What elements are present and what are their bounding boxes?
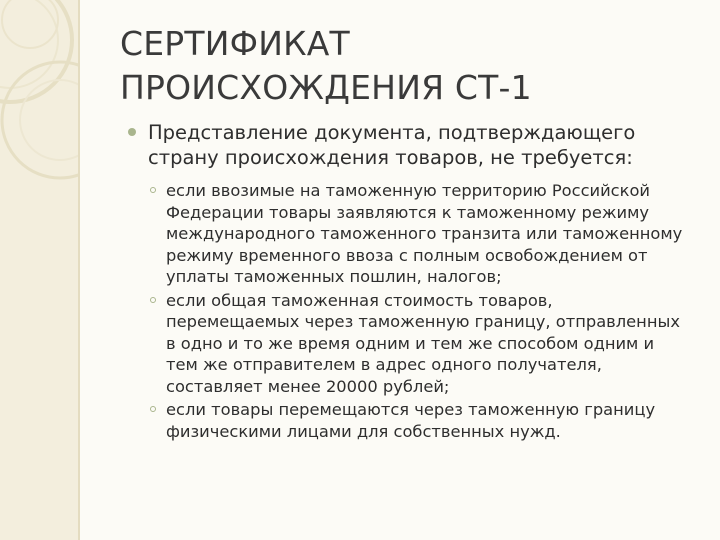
slide-title-line-2: ПРОИСХОЖДЕНИЯ СТ-1 xyxy=(120,68,532,107)
filled-bullet-icon xyxy=(128,128,136,136)
hollow-bullet-icon xyxy=(150,187,156,193)
main-bullet-item xyxy=(128,120,703,170)
slide-title-line-1: СЕРТИФИКАТ xyxy=(120,24,350,63)
hollow-bullet-icon xyxy=(150,297,156,303)
sub-bullet-item xyxy=(150,180,703,288)
sub-bullet-list xyxy=(150,180,703,442)
sub-bullet-item xyxy=(150,290,703,398)
sub-bullet-text: если ввозимые на таможенную территорию Российской Федерации товары заявляются к таможенному режиму международного таможенного транзита или таможенному режиму временного ввоза с полным освобождением от уплаты таможенных пошлин, налогов; xyxy=(166,181,683,286)
sub-bullet-text: если товары перемещаются через таможенную границу физическими лицами для собственных нужд. xyxy=(166,400,656,441)
sub-bullet-text: если общая таможенная стоимость товаров, перемещаемых через таможенную границу, отправленных в одно и то же время одним и тем же способом одним и тем же отправителем в адрес одного получателя, составляет менее 20000 рублей; xyxy=(166,290,680,396)
side-divider-line xyxy=(78,0,80,540)
main-bullet-text: Представление документа, подтверждающего страну происхождения товаров, не требуется: xyxy=(148,121,636,169)
slide-body xyxy=(128,120,703,444)
slide-title xyxy=(120,22,700,110)
sub-bullet-item xyxy=(150,399,703,442)
decorative-side-band xyxy=(0,0,78,540)
decorative-circles-graphic xyxy=(0,0,78,540)
hollow-bullet-icon xyxy=(150,406,156,412)
